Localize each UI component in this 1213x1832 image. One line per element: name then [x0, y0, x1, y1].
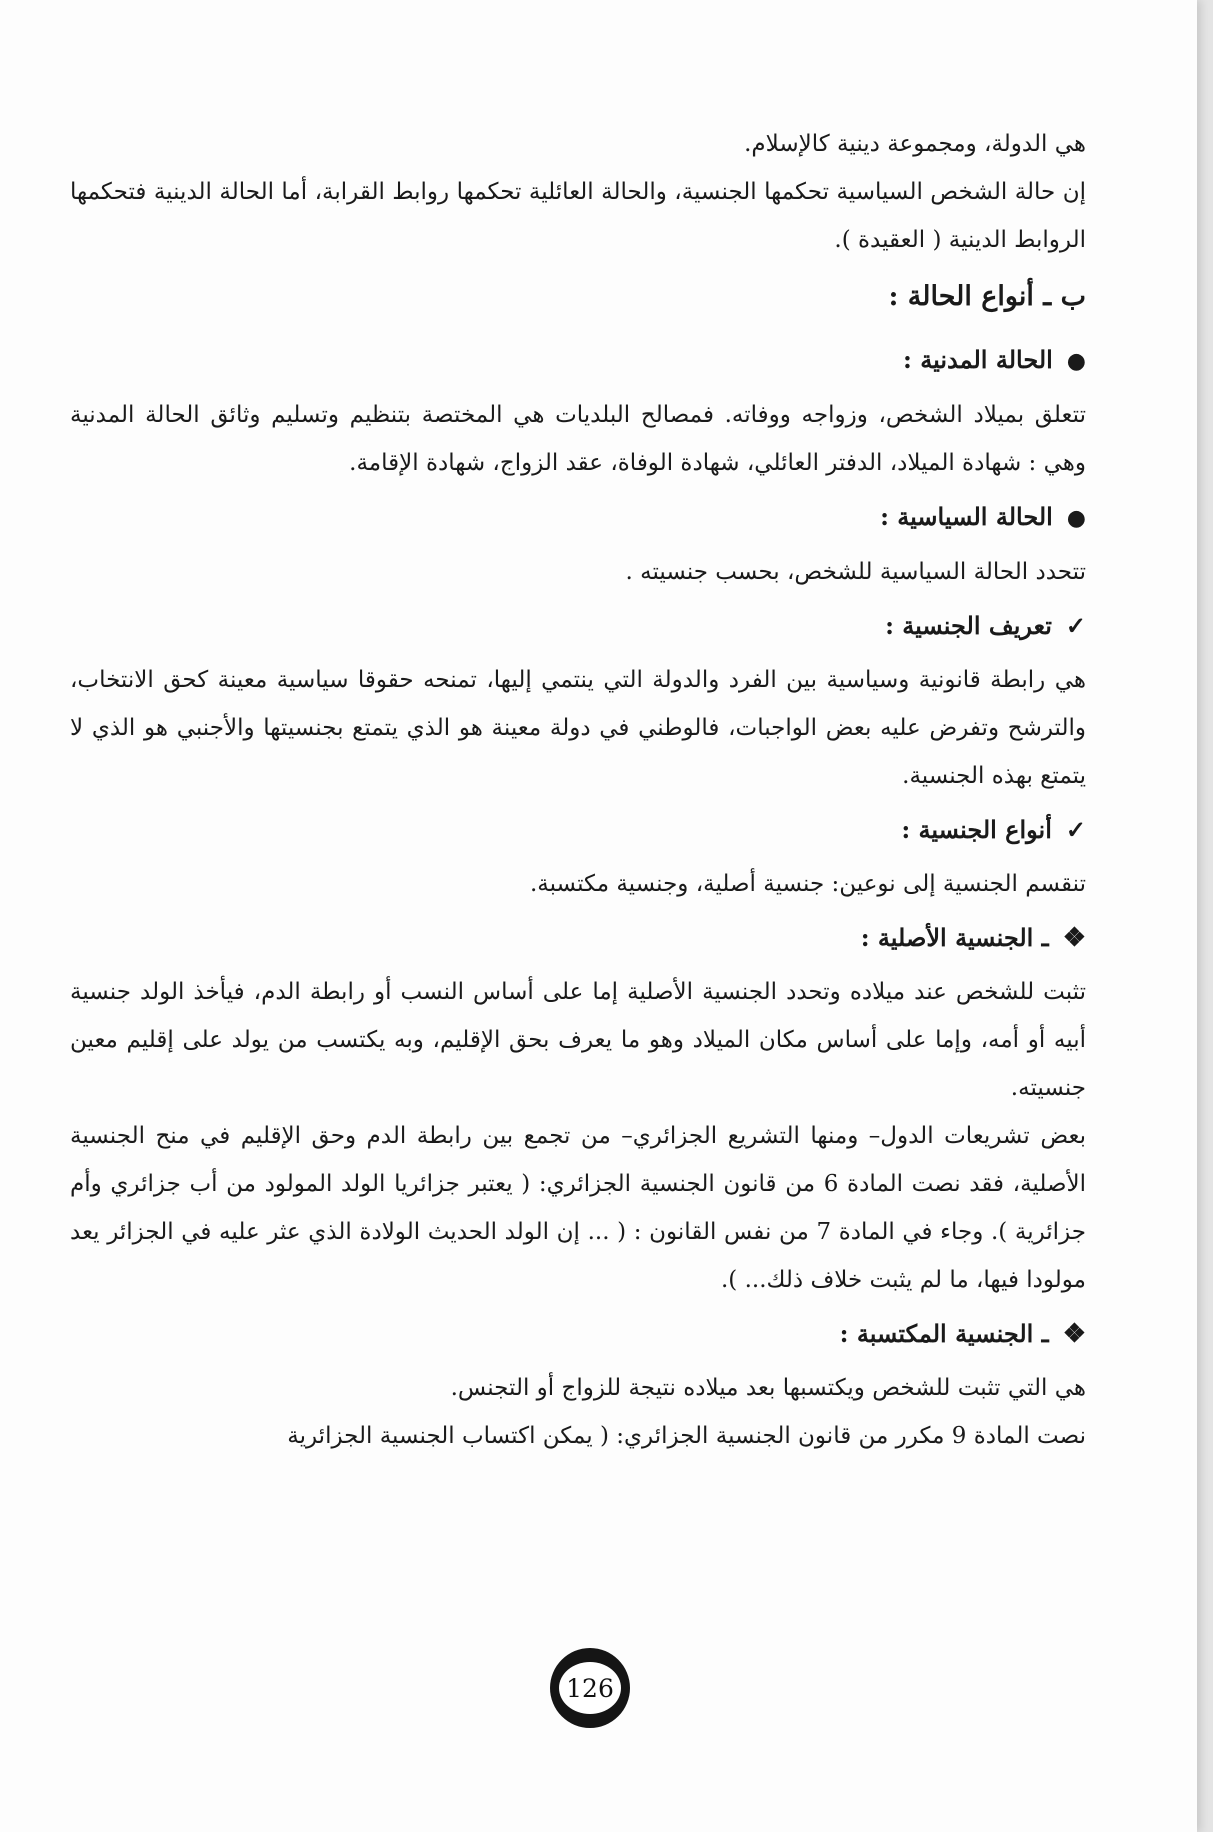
checkmark-icon: ✓ — [1065, 611, 1086, 640]
ornament-icon: ❖ — [1062, 923, 1086, 953]
page-number: 126 — [559, 1662, 621, 1714]
heading-text: الحالة السياسية : — [880, 502, 1053, 531]
paragraph: إن حالة الشخص السياسية تحكمها الجنسية، والحالة العائلية تحكمها روابط القرابة، أما الحالة الدينية فتحكمها الروابط الدينية ( العقيدة ). — [70, 179, 1086, 253]
heading-text: ـ الجنسية الأصلية : — [860, 923, 1049, 952]
paragraph: نصت المادة 9 مكرر من قانون الجنسية الجزائري: ( يمكن اكتساب الجنسية الجزائرية — [287, 1423, 1086, 1449]
heading-text: أنواع الجنسية : — [901, 815, 1052, 844]
heading-text: ـ الجنسية المكتسبة : — [839, 1319, 1049, 1348]
paragraph: تتعلق بميلاد الشخص، وزواجه ووفاته. فمصالح البلديات هي المختصة بتنظيم وتسليم وثائق الحالة المدنية وهي : شهادة الميلاد، الدفتر العائلي، شهادة الوفاة، عقد الزواج، شهادة الإقامة. — [70, 402, 1086, 476]
heading-types-of-status: ب ـ أنواع الحالة : — [888, 281, 1086, 312]
paragraph: تتحدد الحالة السياسية للشخص، بحسب جنسيته . — [625, 559, 1086, 585]
paragraph: تثبت للشخص عند ميلاده وتحدد الجنسية الأصلية إما على أساس النسب أو رابطة الدم، فيأخذ الولد جنسية أبيه أو أمه، وإما على أساس مكان الميلاد وهو ما يعرف بحق الإقليم، وبه يكتسب من يولد على إقليم معين جنسيته. — [70, 979, 1086, 1101]
heading-acquired-nationality — [70, 1304, 1086, 1364]
heading-text: الحالة المدنية : — [903, 345, 1053, 374]
paragraph: بعض تشريعات الدول– ومنها التشريع الجزائري– من تجمع بين رابطة الدم وحق الإقليم في منح الجنسية الأصلية، فقد نصت المادة 6 من قانون الجنسية الجزائري: ( يعتبر جزائريا الولد المولود من أب جزائري وأم جزائرية ). وجاء في المادة 7 من نفس القانون : ( ... إن الولد الحديث الولادة الذي عثر عليه في الجزائر يعد مولودا فيها، ما لم يثبت خلاف ذلك... ). — [70, 1123, 1086, 1293]
page-number-badge — [550, 1648, 630, 1728]
heading-original-nationality — [70, 908, 1086, 968]
heading-civil-status — [70, 330, 1086, 391]
bullet-icon: ● — [1066, 348, 1086, 374]
heading-nationality-types — [70, 800, 1086, 860]
paragraph: تنقسم الجنسية إلى نوعين: جنسية أصلية، وجنسية مكتسبة. — [529, 871, 1086, 897]
heading-nationality-definition — [70, 596, 1086, 656]
page-body — [70, 120, 1086, 1460]
heading-political-status — [70, 487, 1086, 548]
checkmark-icon: ✓ — [1065, 815, 1086, 844]
paragraph: هي الدولة، ومجموعة دينية كالإسلام. — [744, 131, 1086, 157]
paragraph: هي رابطة قانونية وسياسية بين الفرد والدولة التي ينتمي إليها، تمنحه حقوقا سياسية معينة كحق الانتخاب، والترشح وتفرض عليه بعض الواجبات، فالوطني في دولة معينة هو الذي يتمتع بجنسيتها والأجنبي هو الذي لا يتمتع بهذه الجنسية. — [70, 667, 1086, 789]
paragraph: هي التي تثبت للشخص ويكتسبها بعد ميلاده نتيجة للزواج أو التجنس. — [450, 1375, 1086, 1401]
bullet-icon: ● — [1066, 505, 1086, 531]
ornament-icon: ❖ — [1062, 1319, 1086, 1349]
heading-text: تعريف الجنسية : — [885, 611, 1052, 640]
